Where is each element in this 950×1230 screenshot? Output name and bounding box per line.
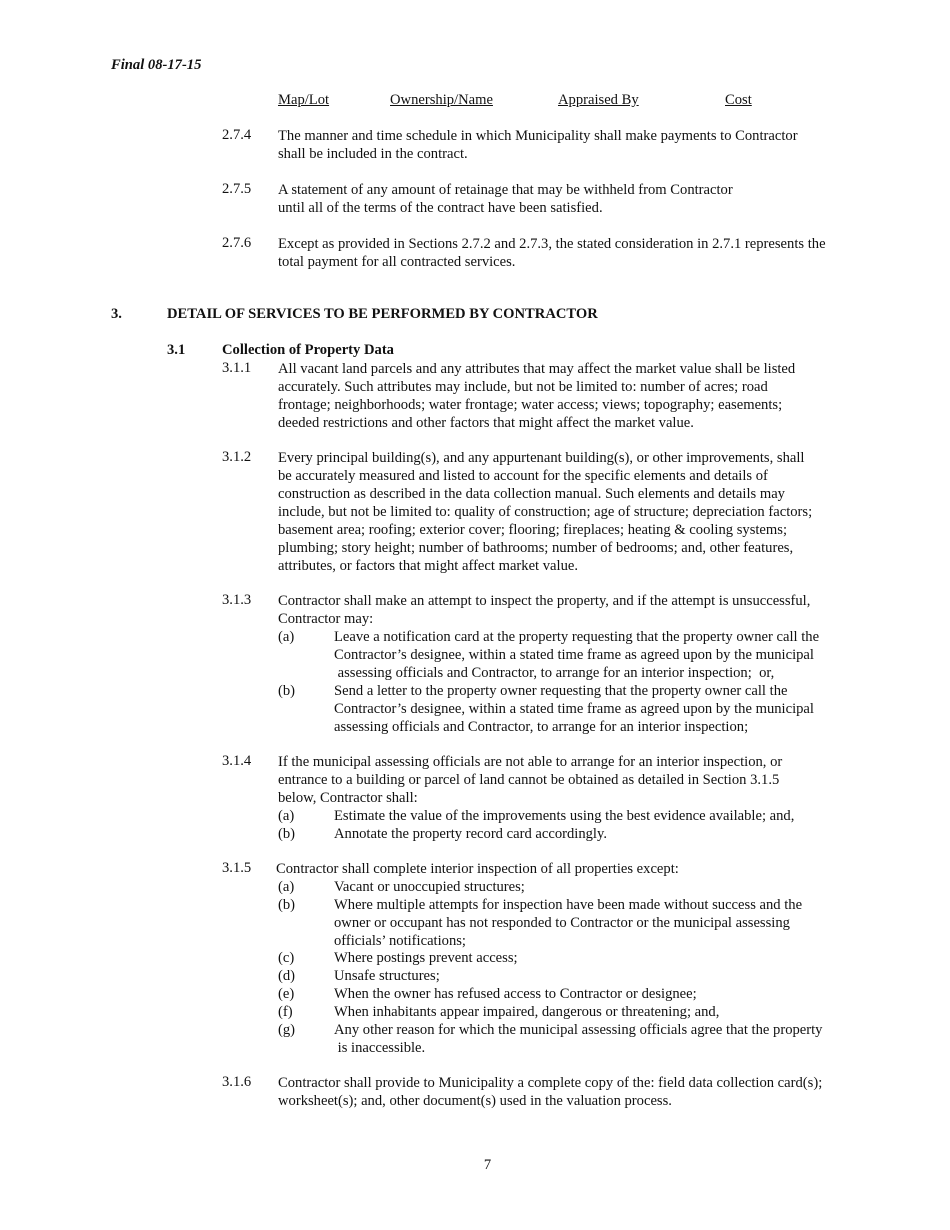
list-item: Vacant or unoccupied structures; — [334, 879, 525, 895]
list-label: (b) — [278, 683, 296, 699]
paragraph-3-1-4: If the municipal assessing officials are not able to arrange for an interior inspection, or entrance to a building or parcel of land cannot be obtained as detailed in Section 3.1.5 below, Contractor shall: — [278, 754, 783, 806]
column-header-cost: Cost — [725, 92, 752, 108]
list-label: (a) — [278, 629, 295, 645]
paragraph-number: 3.1.5 — [222, 860, 252, 876]
page-number: 7 — [483, 1157, 492, 1173]
paragraph-3-1-6: Contractor shall provide to Municipality a complete copy of the: field data collection card(s); worksheet(s); and, other document(s) used in the valuation process. — [278, 1075, 823, 1109]
paragraph-number: 2.7.6 — [222, 235, 252, 251]
list-label: (b) — [278, 826, 296, 842]
list-item: When the owner has refused access to Contractor or designee; — [334, 986, 697, 1002]
list-label: (a) — [278, 879, 295, 895]
list-label: (e) — [278, 986, 295, 1002]
column-header-appraised-by: Appraised By — [558, 92, 639, 108]
list-label: (c) — [278, 950, 295, 966]
paragraph-number: 3.1.3 — [222, 592, 252, 608]
list-label: (g) — [278, 1022, 296, 1038]
list-item: Annotate the property record card accordingly. — [334, 826, 607, 842]
document-header-date: Final 08-17-15 — [111, 57, 202, 73]
column-header-ownership: Ownership/Name — [390, 92, 493, 108]
paragraph-3-1-2: Every principal building(s), and any appurtenant building(s), or other improvements, shall be accurately measured and listed to account for the specific elements and details of construction as described in the data collection manual. Such elements and details may include, but not be limited to: quality of construction; age of structure; depreciation factors; basement area; roofing; exterior cover; flooring; fireplaces; heating & cooling systems; plumbing; story height; number of bathrooms; number of bedrooms; and, other features, attributes, or factors that might affect market value. — [278, 450, 813, 574]
list-item: Where postings prevent access; — [334, 950, 518, 966]
paragraph-number: 3.1.6 — [222, 1074, 252, 1090]
section-number: 3. — [111, 306, 122, 322]
list-item: Leave a notification card at the property requesting that the property owner call the Contractor’s designee, within a stated time frame as agreed upon by the municipal assessing officials and Contractor, to arrange for an interior inspection; or, — [334, 629, 820, 681]
paragraph-number: 3.1.1 — [222, 360, 252, 376]
paragraph-number: 2.7.4 — [222, 127, 252, 143]
column-header-map-lot: Map/Lot — [278, 92, 330, 108]
paragraph-number: 2.7.5 — [222, 181, 252, 197]
list-label: (d) — [278, 968, 296, 984]
list-label: (b) — [278, 897, 296, 913]
list-label: (a) — [278, 808, 295, 824]
list-item: When inhabitants appear impaired, dangerous or threatening; and, — [334, 1004, 720, 1020]
paragraph-number: 3.1.4 — [222, 753, 252, 769]
paragraph-2-7-4: The manner and time schedule in which Municipality shall make payments to Contractor shall be included in the contract. — [278, 128, 798, 162]
paragraph-3-1-1: All vacant land parcels and any attributes that may affect the market value shall be listed accurately. Such attributes may include, but not be limited to: number of acres; road frontage; neighborhoods; water frontage; water access; views; topography; easements; deeded restrictions and other factors that might affect the market value. — [278, 361, 796, 431]
paragraph-2-7-6: Except as provided in Sections 2.7.2 and 2.7.3, the stated consideration in 2.7.1 represents the total payment for all contracted services. — [278, 236, 826, 270]
subsection-number: 3.1 — [167, 342, 186, 358]
list-item: Estimate the value of the improvements using the best evidence available; and, — [334, 808, 795, 824]
list-item: Where multiple attempts for inspection have been made without success and the owner or occupant has not responded to Contractor or the municipal assessing officials’ notifications; — [334, 897, 803, 949]
paragraph-number: 3.1.2 — [222, 449, 252, 465]
list-item: Unsafe structures; — [334, 968, 440, 984]
list-item: Send a letter to the property owner requesting that the property owner call the Contractor’s designee, within a stated time frame as agreed upon by the municipal assessing officials and Contractor, to arrange for an interior inspection; — [334, 683, 814, 735]
paragraph-3-1-5: Contractor shall complete interior inspection of all properties except: — [276, 861, 679, 877]
list-item: Any other reason for which the municipal assessing officials agree that the property is inaccessible. — [334, 1022, 823, 1056]
subsection-title: Collection of Property Data — [222, 342, 394, 358]
list-label: (f) — [278, 1004, 293, 1020]
paragraph-3-1-3: Contractor shall make an attempt to inspect the property, and if the attempt is unsuccessful, Contractor may: — [278, 593, 811, 627]
section-title: DETAIL OF SERVICES TO BE PERFORMED BY CONTRACTOR — [167, 306, 598, 322]
paragraph-2-7-5: A statement of any amount of retainage that may be withheld from Contractor until all of the terms of the contract have been satisfied. — [278, 182, 733, 216]
